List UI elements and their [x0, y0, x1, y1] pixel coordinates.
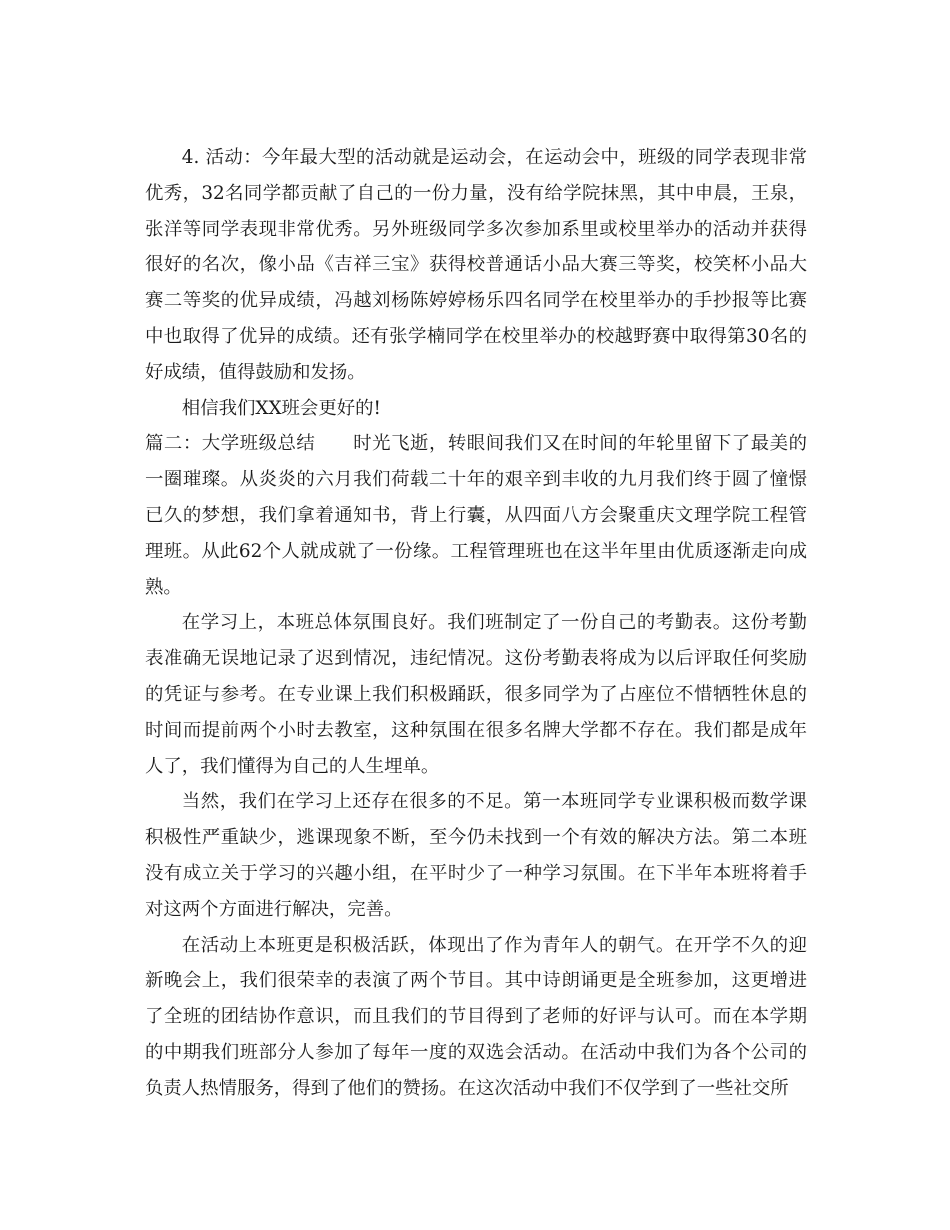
paragraph-shortcomings: 当然，我们在学习上还存在很多的不足。第一本班同学专业课积极而数学课积极性严重缺少，逃课现象不断，至今仍未找到一个有效的解决方法。第二本班没有成立关于学习的兴趣小组，在平时少了一种学习氛围。在下半年本班将着手对这两个方面进行解决，完善。 — [145, 791, 807, 920]
paragraph-part-two-intro: 篇二：大学班级总结 时光飞逝，转眼间我们又在时间的年轮里留下了最美的一圈璀璨。从炎炎的六月我们荷载二十年的艰辛到丰收的九月我们终于圆了憧憬已久的梦想，我们拿着通知书，背上行囊，从四面八方会聚重庆文理学院工程管理班。从此62个人就成就了一份缘。工程管理班也在这半年里由优质逐渐走向成熟。 — [145, 433, 807, 598]
document-body — [145, 140, 807, 1107]
paragraph-closing-line: 相信我们XX班会更好的! — [181, 397, 381, 419]
paragraph-activities: 4. 活动：今年最大型的活动就是运动会，在运动会中，班级的同学表现非常优秀，32名同学都贡献了自己的一份力量，没有给学院抹黑，其中申晨，王泉，张洋等同学表现非常优秀。另外班级同学多次参加系里或校里举办的活动并获得很好的名次，像小品《吉祥三宝》获得校普通话小品大赛三等奖，校笑杯小品大赛二等奖的优异成绩，冯越刘杨陈婷婷杨乐四名同学在校里举办的手抄报等比赛中也取得了优异的成绩。还有张学楠同学在校里举办的校越野赛中取得第30名的好成绩，值得鼓励和发扬。 — [145, 147, 807, 383]
paragraph-study: 在学习上，本班总体氛围良好。我们班制定了一份自己的考勤表。这份考勤表准确无误地记录了迟到情况，违纪情况。这份考勤表将成为以后评取任何奖励的凭证与参考。在专业课上我们积极踊跃，很多同学为了占座位不惜牺牲休息的时间而提前两个小时去教室，这种氛围在很多名牌大学都不存在。我们都是成年人了，我们懂得为自己的人生埋单。 — [145, 612, 807, 777]
paragraph-events: 在活动上本班更是积极活跃，体现出了作为青年人的朝气。在开学不久的迎新晚会上，我们很荣幸的表演了两个节目。其中诗朗诵更是全班参加，这更增进了全班的团结协作意识，而且我们的节目得到了老师的好评与认可。而在本学期的中期我们班部分人参加了每年一度的双选会活动。在活动中我们为各个公司的负责人热情服务，得到了他们的赞扬。在这次活动中我们不仅学到了一些社交所 — [145, 934, 807, 1099]
